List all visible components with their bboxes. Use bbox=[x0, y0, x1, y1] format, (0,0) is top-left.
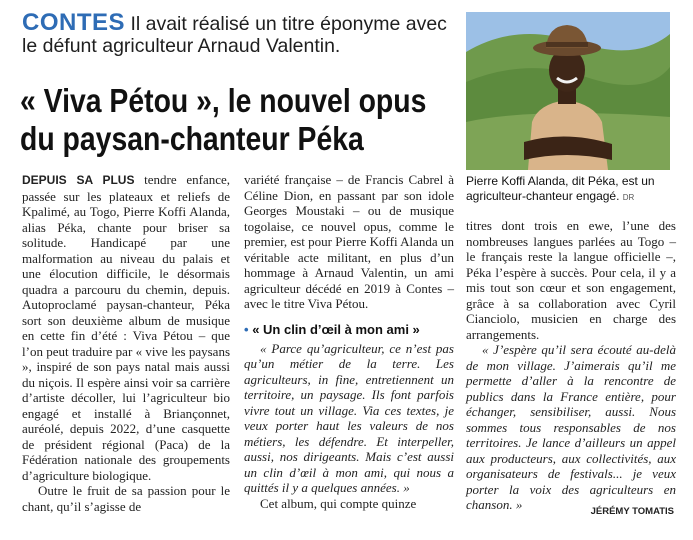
photo-credit: DR bbox=[622, 193, 635, 202]
quote-paragraph: « Parce qu’agriculteur, ce n’est pas qu’un métier de la terre. Les agriculteurs, in fine, entretiennent un territoire, un paysage. Ils font parfois vivre tout un village. Via ces textes, je veux porter haut les valeurs de nos métiers, les défendre. Et interpeller, aussi, nos dirigeants. Mais c’est aussi un clin d’œil à mon ami, qui nous a quittés il y a quelques années. » bbox=[244, 340, 454, 495]
headline-line-2: du paysan-chanteur Péka bbox=[20, 120, 364, 157]
caption-text: Pierre Koffi Alanda, dit Péka, est un agriculteur-chanteur engagé. bbox=[466, 174, 655, 203]
quote-paragraph: « J’espère qu’il sera écouté au-delà de mon village. J’aimerais qu’il me permette d’aller à la rencontre de publics dans la France entière, pour échanger, sensibiliser, aussi. Nous sommes tous responsables de nos territoires. Je lance d’ailleurs un appel aux producteurs, aux collectivités, aux organisateurs de festivals... je veux porter la voix des agriculteurs en chanson. » bbox=[466, 342, 676, 512]
man-in-hat-portrait-image bbox=[466, 12, 670, 170]
paragraph: Cet album, qui compte quinze bbox=[260, 495, 417, 511]
section-tag: CONTES bbox=[22, 9, 126, 36]
paragraph: Outre le fruit de sa passion pour le chant, qu’il s’agisse de bbox=[22, 483, 230, 514]
kicker-text: Il avait réalisé un titre éponyme avec le défunt agriculteur Arnaud Valentin. bbox=[22, 13, 447, 57]
paragraph: titres dont trois en ewe, l’une des nombreuses langues parlées au Togo – le français reste la langue officielle –, Péka l’espère à succès. Pour cela, il y a mis tout son cœur et son engagement, grâce à sa collaboration avec Cyril Cianciolo, musicien en charge des arrangements. bbox=[466, 218, 676, 342]
portrait-photo bbox=[466, 12, 670, 170]
lead-in: DEPUIS SA PLUS bbox=[22, 173, 135, 187]
article-column-2 bbox=[244, 172, 454, 511]
article-kicker bbox=[22, 9, 462, 57]
subheading bbox=[244, 321, 454, 338]
paragraph bbox=[22, 172, 230, 483]
article-column-1 bbox=[22, 172, 230, 514]
photo-caption bbox=[466, 174, 676, 205]
author-signature: JÉRÉMY TOMATIS bbox=[590, 506, 674, 517]
article-column-3 bbox=[466, 218, 676, 513]
headline-line-1: « Viva Pétou », le nouvel opus bbox=[20, 82, 427, 119]
subheading-text: « Un clin d’œil à mon ami » bbox=[252, 321, 420, 337]
article-headline bbox=[20, 82, 427, 158]
paragraph-text: tendre enfance, passée sur les plateaux et reliefs de Kpalimé, au Togo, Pierre Koffi Alanda, alias Péka, chante pour briser sa solitude. Handicapé par une malformation au niveau du palais et une élocution difficile, le désormais quadra a parcouru du chemin, depuis. Autoproclamé paysan-chanteur, Péka sort son deuxième album de musique en cette fin d’été : Viva Pétou – que l’on peut traduire par « vive les paysans », inspiré de son pays natal mais aussi du niçois. Il espère ainsi voir sa carrière d’artiste décoller, lui l’agriculteur bio engagé et installé à Briançonnet, auréolé, depuis 2022, d’une casquette de président régional (Paca) de la Fédération nationale des groupements d’agriculture biologique. bbox=[22, 172, 230, 483]
bullet-icon: • bbox=[244, 321, 249, 337]
paragraph: variété française – de Francis Cabrel à Céline Dion, en passant par son idole Georges Moustaki – ou de musique togolaise, ce nouvel opus, comme le premier, est pour Pierre Koffi Alanda un véritable acte militant, en plus d’un hommage à Arnaud Valentin, un ami agriculteur décédé en 2019 à Contes – avec le titre Viva Pétou. bbox=[244, 172, 454, 311]
